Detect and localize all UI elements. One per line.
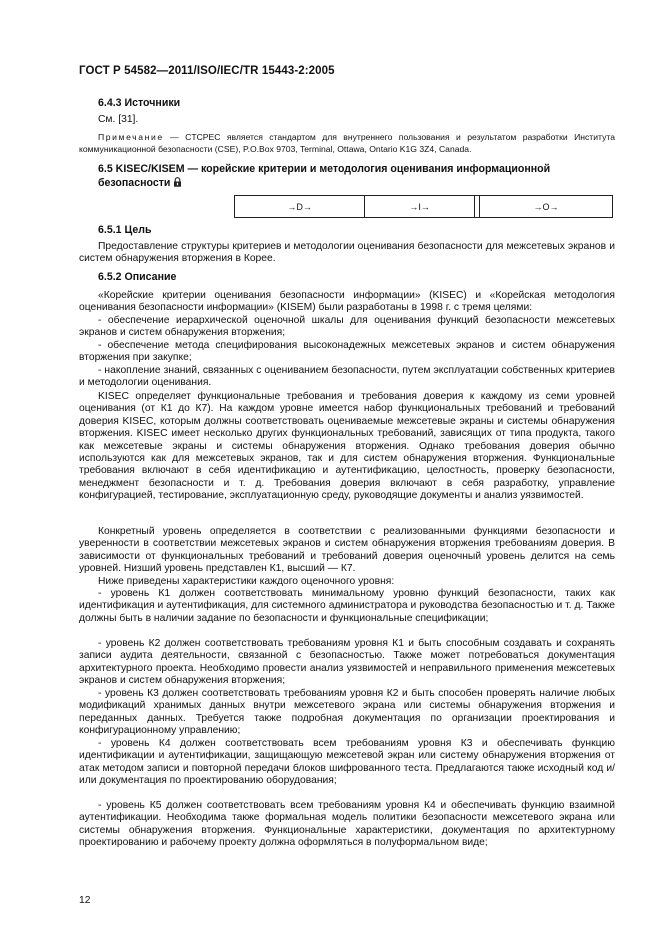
evaluation-flow-table	[234, 195, 613, 218]
paragraph-12: - уровень К5 должен соответствовать всем требованиям уровня К4 и обеспечивать функцию взаимной аутентификации. Необходима также формальная модель политики безопасности межсетевого экрана или системы обнаружения вторжения. Функциональные характеристики, документация по архитектурному проектированию и рабочему проекту должна оформляться в полуформальном виде;	[79, 800, 615, 849]
paragraph-6: Конкретный уровень определяется в соответствии с реализованными функциями безопасности и уверенности в соответствии межсетевых экранов и систем обнаружения вторжения требованиям доверия. В зависимости от функциональных требований и требований доверия оценочный уровень делится на семь уровней. Низший уровень представлен К1, высший — К7.	[79, 526, 615, 575]
section-6-4-3-heading: 6.4.3 Источники	[98, 97, 181, 109]
paragraph-2: - обеспечение иерархической оценочной шкалы для оценивания функций безопасности межсетевых экранов и систем обнаружения вторжения;	[79, 315, 615, 339]
table-cell-i: →I→	[365, 196, 475, 218]
table-cell-d: →D→	[235, 196, 365, 218]
section-6-5-title: 6.5 KISEC/KISEM — корейские критерии и методология оценивания информационной безопасности	[98, 163, 551, 189]
table-row	[235, 196, 613, 218]
paragraph-11: - уровень К4 должен соответствовать всем требованиям уровня К3 и обеспечивать функцию идентификации и аутентификации, защищающую межсетевой экран или систему обнаружения вторжения от атак методом записи и повторной передачи блоков шифрованного теста. Предлагаются также исходный код и/или документация по проектированию оборудования;	[79, 738, 615, 787]
section-6-5-1-heading: 6.5.1 Цель	[98, 224, 152, 236]
paragraph-5: KISEC определяет функциональные требования и требования доверия к каждому из семи уровней оценивания (от К1 до К7). На каждом уровне имеется набор функциональных требований и требований доверия KISEC, которым должны соответствовать оцениваемые межсетевые экраны и системы обнаружения вторжения. KISEC имеет несколько других функциональных требований, зависящих от типа продукта, такого как межсетевые экраны и системы обнаружения вторжения. Однако требования доверия обычно используются как для межсетевых экранов, так и для систем обнаружения вторжения. Функциональные требования включают в себя идентификацию и аутентификацию, целостность, проверку безопасности, менеджмент безопасности и т. д. Требования доверия включают в себя разработку, управление конфигурацией, тестирование, эксплуатационную среду, руководящие документы и анализ уязвимостей.	[79, 391, 615, 502]
lock-icon	[173, 177, 182, 187]
table-cell-o: →O→	[480, 196, 613, 218]
note-paragraph	[79, 132, 615, 155]
section-6-4-3-text: См. [31].	[98, 114, 139, 125]
note-prefix: Примечание	[98, 132, 164, 142]
paragraph-7: Ниже приведены характеристики каждого оценочного уровня:	[98, 576, 395, 587]
note-text: — CTCPEC является стандартом для внутреннего пользования и результатом разработки Института коммуникационной безопасности (CSE), P.O.Box 9703, Terminal, Ottawa, Ontario K1G 3Z4, Canada.	[79, 132, 615, 154]
paragraph-4: - накопление знаний, связанных с оцениванием безопасности, путем эксплуатации собственных критериев и методологии оценивания.	[79, 365, 615, 389]
section-6-5-1-text: Предоставление структуры критериев и методологии оценивания безопасности для межсетевых экранов и систем обнаружения вторжения в Корее.	[79, 241, 615, 265]
paragraph-8: - уровень К1 должен соответствовать минимальному уровню функций безопасности, таких как идентификация и аутентификация, для системного администратора и руководства безопасностью и т. д. Также должны быть в наличии задание по безопасности и функциональные спецификации;	[79, 588, 615, 624]
section-6-5-heading	[98, 163, 615, 190]
paragraph-1: «Корейские критерии оценивания безопасности информации» (KISEC) и «Корейская методология оценивания безопасности информации» (KISEM) были разработаны в 1998 г. с тремя целями:	[79, 290, 615, 314]
section-6-5-2-heading: 6.5.2 Описание	[98, 271, 177, 283]
paragraph-3: - обеспечение метода специфирования высоконадежных межсетевых экранов и систем обнаружения вторжения при закупке;	[79, 340, 615, 364]
running-header: ГОСТ Р 54582—2011/ISO/IEC/TR 15443-2:2005	[79, 65, 335, 77]
paragraph-10: - уровень К3 должен соответствовать требованиям уровня К2 и быть способен проверять наличие любых модификаций хранимых данных внутри межсетевого экрана или системы обнаружения вторжения и переданных данных. Требуется также подробная документация по организации проектирования и конфигурационному управлению;	[79, 688, 615, 737]
paragraph-9: - уровень К2 должен соответствовать требованиям уровня К1 и быть способным создавать и сохранять записи аудита деятельности, связанной с безопасностью. Также может потребоваться документация архитектурного проекта. Необходимо провести анализ уязвимостей и неправильного применения межсетевых экранов и систем обнаружения вторжения;	[79, 638, 615, 687]
page-number: 12	[79, 895, 91, 906]
